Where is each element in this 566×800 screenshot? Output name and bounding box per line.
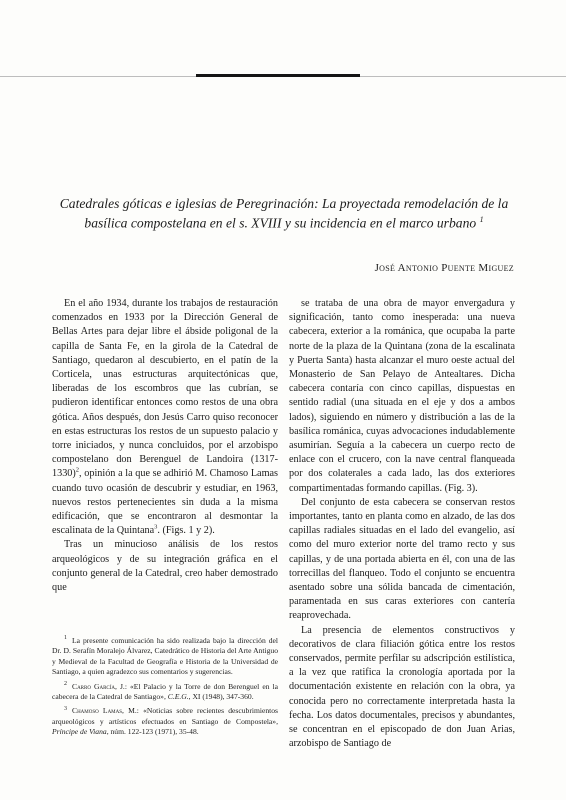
- footnote-3: $^3$ Chamoso Lamas, M.: «Noticias sobre recientes descubrimientos arqueológicos y artísticos efectuados en Santiago de Compostela», Príncipe de Viana, núm. 122-123 (1971), 35-48.: [52, 705, 278, 737]
- footnote-ref: 2: [75, 467, 80, 475]
- paragraph: En el año 1934, durante los trabajos de restauración comenzados en 1933 por la Dirección General de Bellas Artes para dejar libre el ábside poligonal de la capilla de Santa Fe, en la girola de la Catedral de Santiago, quedaron al descubierto, en el patín de la Corticela, unas estructuras arquitectónicas que, liberadas de los escombros que las cubrían, se pudieron identificar entonces como restos de una obra gótica. Años después, don Jesús Carro quiso reconocer en estas estructuras los restos de un supuesto palacio y torre iniciados, y nunca concluidos, por el arzobispo compostelano don Berenguel de Landoira (1317-1330)$^2$, opinión a la que se adhirió M. Chamoso Lamas cuando tuvo ocasión de descubrir y estudiar, en 1963, nuevos restos pertenecientes sin duda a la misma edificación, que se encontraron al desmontar la escalinata de la Quintana$^3$. (Figs. 1 y 2).: [52, 298, 278, 537]
- paragraph: La presencia de elementos constructivos y decorativos de clara filiación gótica entre los restos conservados, permite perfilar su adscripción estilística, a la vez que ratifica la cronología aportada por la documentación existente en relación con la obra, ya conocida pero no correctamente interpretada hasta la fecha. Los datos documentales, precisos y abundantes, se concentran en el episcopado de don Juan Arias, arzobispo de Santiago de: [289, 624, 515, 750]
- title-line-2: basílica compostelana en el s. XVIII y su incidencia en el marco urbano: [84, 215, 477, 231]
- title-footnote-ref: 1: [479, 215, 484, 224]
- author-name: José Antonio Puente Miguez: [374, 262, 514, 274]
- paragraph: Tras un minucioso análisis de los restos arqueológicos y de su integración gráfica en el conjunto general de la Catedral, creo haber demostrado que: [52, 539, 278, 594]
- paragraph: se trataba de una obra de mayor envergadura y significación, tanto como inesperada: una nueva cabecera, exterior a la románica, que ocupaba la parte norte de la plaza de la Quintana (zona de la escalinata y Puerta Santa) hasta alcanzar el muro oeste actual del Monasterio de San Pelayo de Antealtares. Dicha cabecera contaría con cinco capillas, dispuestas en sentido radial (una situada en el eje y dos a ambos lados), siguiendo en número y distribución a las de la basílica románica, cuyas advocaciones indudablemente asumirían. Seguía a la cabecera un cuerpo recto de enlace con el crucero, con la nave central flanqueada por dos colaterales a cada lado, las dos exteriores compartimentadas formando capillas. (Fig. 3).: [289, 298, 515, 494]
- footnote-1: $^1$ La presente comunicación ha sido realizada bajo la dirección del Dr. D. Serafín Moralejo Álvarez, Catedrático de Historia del Arte Antiguo y Medieval de la Facultad de Geografía e Historia de la Universidad de Santiago, a quien agradezco sus comentarios y sugerencias.: [52, 635, 278, 677]
- footnote-2: $^2$ Carro García, J.: «El Palacio y la Torre de don Berenguel en la cabecera de la Catedral de Santiago», C.E.G., XI (1948), 347-360.: [52, 681, 279, 702]
- body-column-left: [52, 297, 278, 595]
- header-accent-bar: [196, 74, 360, 77]
- footnote-ref: 3: [154, 523, 158, 531]
- paragraph: Del conjunto de esta cabecera se conservan restos importantes, tanto en planta como en alzado, de las dos capillas radiales situadas en el lado del evangelio, así como del muro exterior norte del tramo recto y sus capillas, y de una portada abierta en él, con una de las torrecillas del flanqueo. Todo el conjunto se encuentra asentado sobre una sólida bancada de cimentación, paramentada en sus caras exteriores con cantería reaprovechada.: [289, 496, 515, 622]
- article-title: [52, 196, 516, 232]
- footnotes: [52, 636, 278, 742]
- body-column-right: [289, 297, 515, 752]
- title-line-1: Catedrales góticas e iglesias de Peregrinación: La proyectada remodelación de la: [59, 196, 509, 211]
